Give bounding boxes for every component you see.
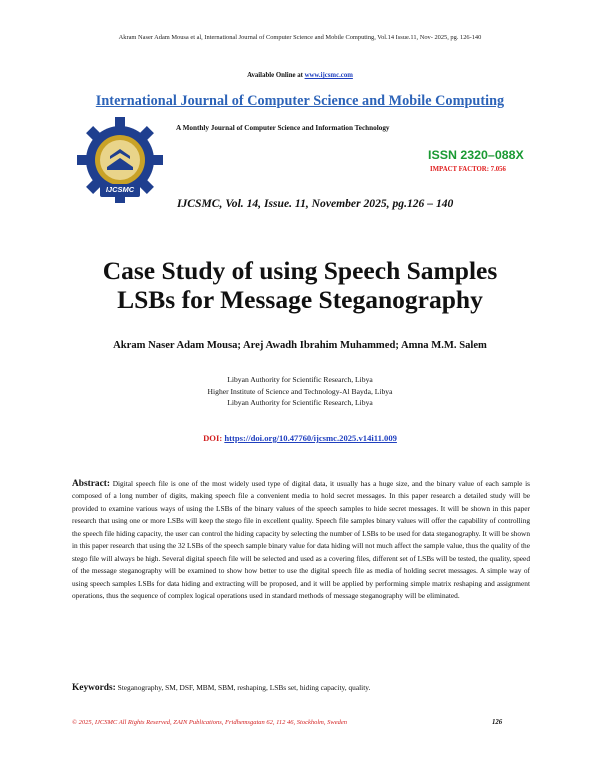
doi-link[interactable]: https://doi.org/10.47760/ijcsmc.2025.v14i11.009 [224, 433, 397, 443]
impact-factor: IMPACT FACTOR: 7.056 [430, 166, 506, 173]
footer-copyright: © 2025, IJCSMC All Rights Reserved, ZAIN Publications, Fridhemsgatan 62, 112 46, Stockholm, Sweden [72, 719, 347, 726]
abstract-text: Digital speech file is one of the most widely used type of digital data, it usually has a huge size, and the binary value of each sample is composed of a long number of digits, making speech file a convenient media to hold secret messages. In this paper research a detailed study will be provided to examine various ways of using the LSBs of the binary values of the speech samples to hide secret messages. It will be shown in this paper research that using one or more LSBs will keep the stego file in excellent quality. Speech file samples binary values will offer the capability of controlling the speech file hiding capacity, the user can control the hiding capacity by selecting the number of LSBs to be used for data steganography. It will be shown in this paper research that using the 32 LSBs of the speech sample binary value for data hiding will not much affect the sample value, thus the quality of the stego file will always be high. Several digital speech file will be selected and used as a covering files, different set of LSBs will be tested, the quality, speed of the message steganography will be examined to show how better to use the digital speech file as media of holding secret messages. A simple way of using speech samples LSBs for data hiding and extracting will be proposed, and it will be applied by performing simple matrix reshaping and assignment operations, thus the sequence of complex logical operations used in standard methods of message steganography will be eliminated. [72, 479, 530, 601]
journal-website-link[interactable]: www.ijcsmc.com [304, 72, 353, 79]
paper-title-line-2: LSBs for Message Steganography [117, 285, 483, 314]
journal-logo [67, 112, 173, 212]
page-number: 126 [492, 719, 503, 726]
authors: Akram Naser Adam Mousa; Arej Awadh Ibrahim Muhammed; Amna M.M. Salem [113, 340, 487, 351]
available-online [0, 72, 600, 79]
paper-title-line-1: Case Study of using Speech Samples [102, 256, 498, 285]
issue-citation: IJCSMC, Vol. 14, Issue. 11, November 2025, pg.126 – 140 [177, 197, 454, 210]
keywords-text: Steganography, SM, DSF, MBM, SBM, reshaping, LSBs set, hiding capacity, quality. [117, 683, 371, 692]
issn: ISSN 2320–088X [428, 148, 524, 162]
running-header: Akram Naser Adam Mousa et al, International Journal of Computer Science and Mobile Computing, Vol.14 Issue.11, Nov- 2025, pg. 126-140 [118, 34, 482, 41]
keywords-label: Keywords: [72, 683, 116, 693]
doi-label: DOI: [203, 433, 225, 443]
logo-text: IJCSMC [105, 185, 135, 194]
doi [0, 433, 600, 443]
paper-title [0, 256, 600, 314]
abstract [72, 478, 530, 603]
gear-logo-icon [67, 112, 173, 212]
abstract-label: Abstract: [72, 479, 111, 489]
affiliation-2: Higher Institute of Science and Technology-Al Bayda, Libya [207, 386, 393, 396]
keywords [72, 683, 530, 693]
affiliations [0, 374, 600, 409]
available-label: Available Online at [247, 72, 305, 79]
affiliation-3: Libyan Authority for Scientific Research, Libya [227, 398, 373, 407]
affiliation-1: Libyan Authority for Scientific Research, Libya [227, 375, 373, 384]
journal-subtitle: A Monthly Journal of Computer Science and Information Technology [176, 124, 390, 132]
journal-title[interactable]: International Journal of Computer Science and Mobile Computing [95, 93, 505, 109]
